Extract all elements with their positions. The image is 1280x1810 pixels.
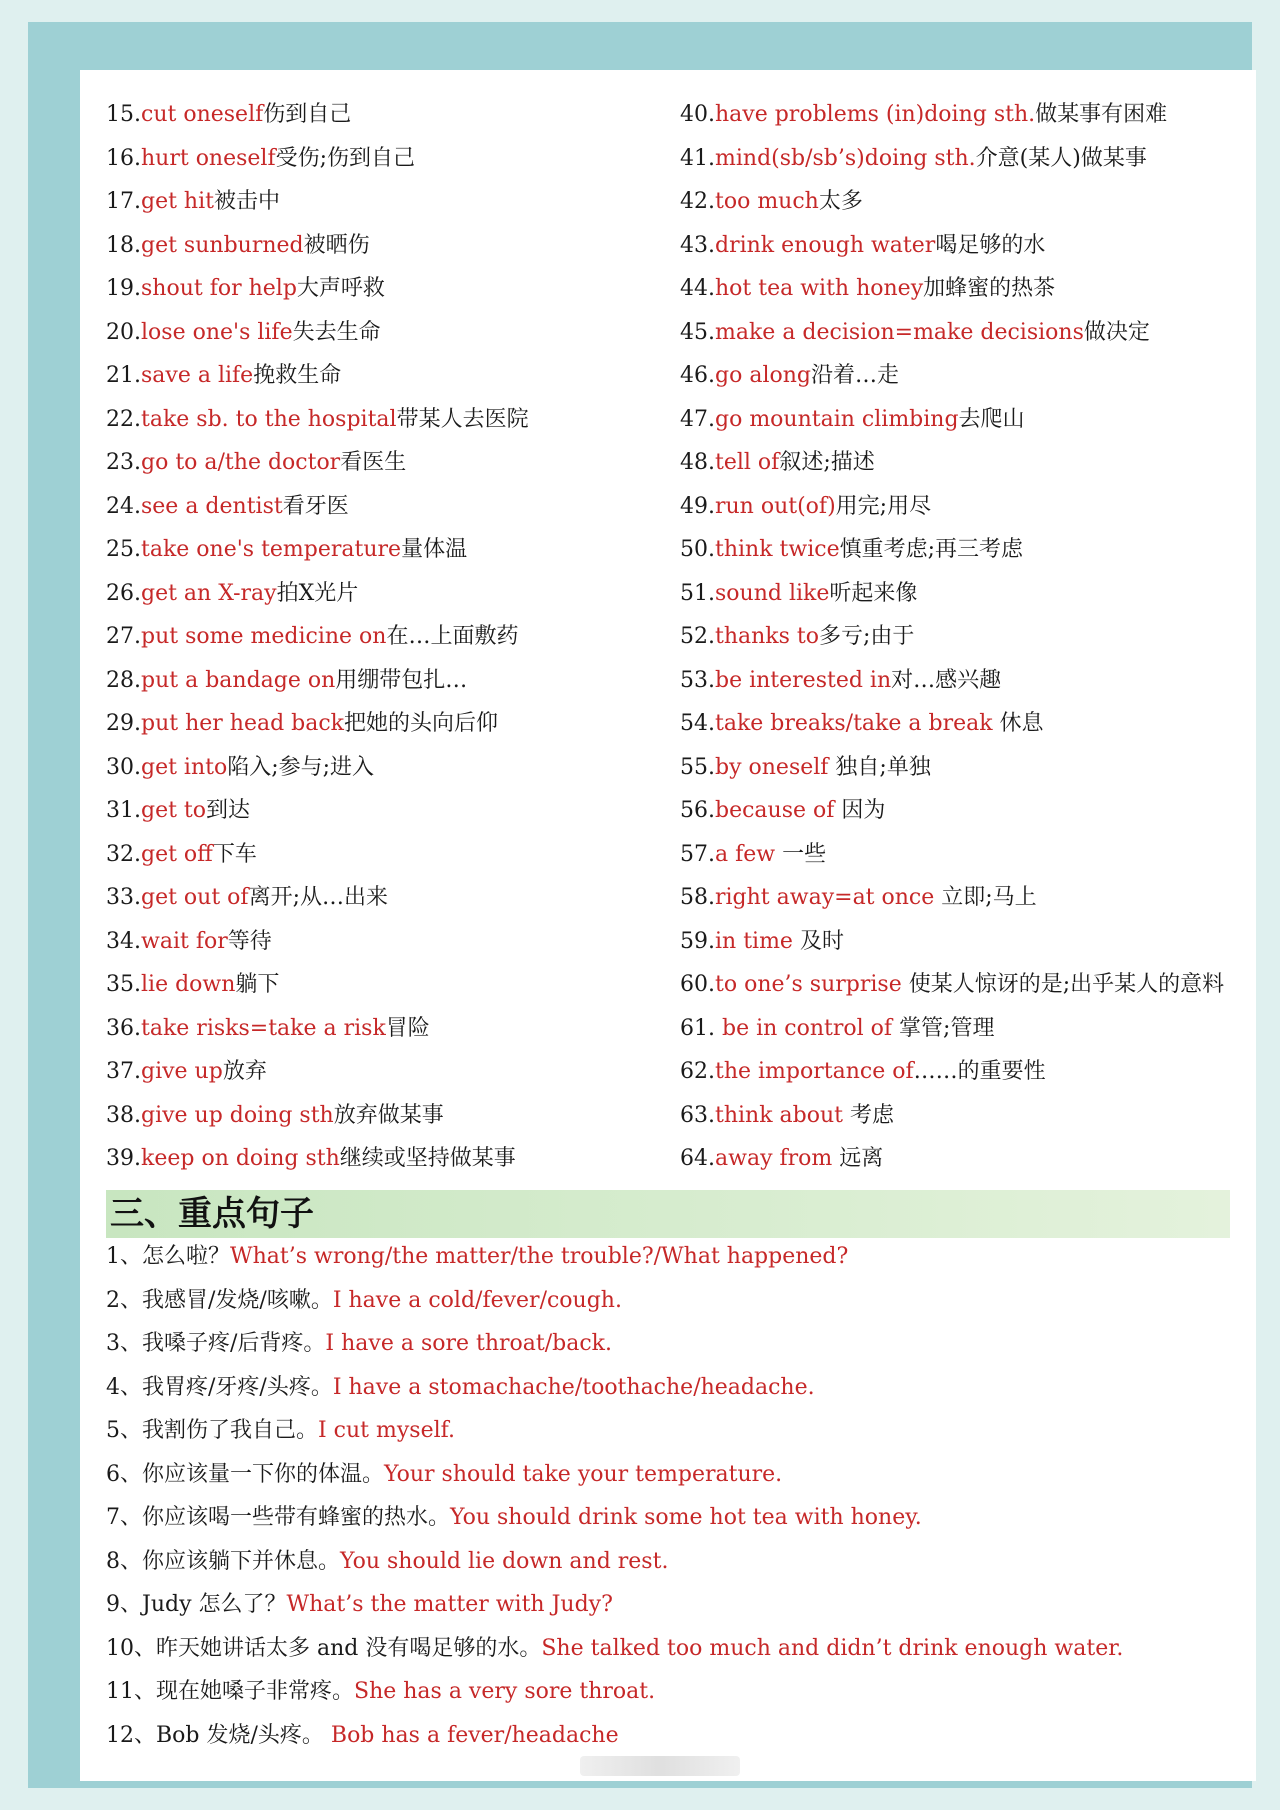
sentence-chinese: 5、我割伤了我自己。 xyxy=(106,1418,318,1443)
phrase-number: 58. xyxy=(680,885,715,910)
phrase-item xyxy=(106,709,498,739)
phrase-item xyxy=(106,448,406,478)
phrase-number: 15. xyxy=(106,102,141,127)
phrase-number: 56. xyxy=(680,798,715,823)
phrase-number: 55. xyxy=(680,754,715,780)
phrase-number: 59. xyxy=(680,928,715,954)
phrase-english: tell of xyxy=(715,450,780,475)
phrase-item xyxy=(106,753,374,783)
phrase-chinese: 考虑 xyxy=(843,1102,894,1128)
phrase-chinese: 远离 xyxy=(832,1146,884,1171)
phrase-english: get off xyxy=(141,841,213,867)
phrase-chinese: ……的重要性 xyxy=(913,1059,1046,1084)
phrase-english: get hit xyxy=(141,189,214,214)
sentence-english: I have a sore throat/back. xyxy=(325,1331,612,1356)
phrase-item xyxy=(680,535,1023,565)
sentence-item xyxy=(106,1503,922,1533)
sentence-english: I have a stomachache/toothache/headache. xyxy=(332,1374,815,1400)
phrase-number: 51. xyxy=(680,580,715,606)
phrase-english: give up xyxy=(141,1059,223,1084)
phrase-english: sound like xyxy=(715,580,830,606)
phrase-english: put some medicine on xyxy=(141,624,387,649)
phrase-english: think about xyxy=(715,1102,843,1128)
phrase-chinese: 看牙医 xyxy=(282,493,349,519)
phrase-number: 24. xyxy=(106,493,141,519)
phrase-chinese: 受伤;伤到自己 xyxy=(275,145,416,171)
phrase-item xyxy=(106,622,518,652)
phrase-english: a few xyxy=(715,841,776,867)
phrase-number: 49. xyxy=(680,493,715,519)
phrase-english: take one's temperature xyxy=(141,537,402,562)
section-title: 三、重点句子 xyxy=(110,1194,314,1234)
phrase-number: 22. xyxy=(106,406,141,432)
sentence-item xyxy=(106,1677,655,1707)
phrase-number: 21. xyxy=(106,363,141,388)
sentence-english: I cut myself. xyxy=(318,1418,455,1443)
phrase-item xyxy=(680,753,931,783)
phrase-chinese: 听起来像 xyxy=(829,580,918,606)
sentence-english: What’s the matter with Judy? xyxy=(286,1592,613,1617)
phrase-chinese: 被击中 xyxy=(213,189,280,214)
phrase-item xyxy=(680,492,931,522)
phrase-chinese: 把她的头向后仰 xyxy=(344,711,499,736)
phrase-item xyxy=(680,970,1224,1000)
phrase-number: 54. xyxy=(680,711,715,736)
phrase-number: 57. xyxy=(680,841,715,867)
phrase-number: 37. xyxy=(106,1059,141,1084)
section-header xyxy=(106,1190,1230,1238)
phrase-chinese: 使某人惊讶的是;出乎某人的意料 xyxy=(901,972,1225,997)
phrase-chinese: 沿着…走 xyxy=(810,363,899,388)
phrase-chinese: 到达 xyxy=(206,798,251,823)
phrase-english: go to a/the doctor xyxy=(141,450,341,475)
phrase-item xyxy=(680,579,917,609)
document-page xyxy=(80,70,1256,1781)
phrase-number: 41. xyxy=(680,145,715,171)
phrase-item xyxy=(680,1144,883,1174)
phrase-item xyxy=(680,187,863,217)
phrase-number: 45. xyxy=(680,319,715,345)
phrase-item xyxy=(106,883,388,913)
phrase-chinese: 对…感兴趣 xyxy=(891,667,1002,693)
phrase-item xyxy=(680,231,1045,261)
phrase-english: thanks to xyxy=(715,624,819,649)
phrase-english: lie down xyxy=(141,972,236,997)
phrase-number: 19. xyxy=(106,276,141,301)
phrase-english: the importance of xyxy=(715,1059,914,1084)
sentence-english: What’s wrong/the matter/the trouble?/What happened? xyxy=(230,1244,849,1269)
phrase-number: 33. xyxy=(106,885,141,910)
phrase-english: put a bandage on xyxy=(141,667,336,693)
sentence-chinese: 9、Judy 怎么了？ xyxy=(106,1592,287,1617)
sentence-chinese: 8、你应该躺下并休息。 xyxy=(106,1548,340,1574)
phrase-item xyxy=(106,1057,267,1087)
phrase-chinese: 及时 xyxy=(792,928,844,954)
phrase-english: lose one's life xyxy=(141,319,293,345)
phrase-chinese: 放弃做某事 xyxy=(333,1102,444,1128)
sentence-chinese: 2、我感冒/发烧/咳嗽。 xyxy=(106,1287,333,1313)
phrase-chinese: 多亏;由于 xyxy=(819,624,915,649)
sentence-item xyxy=(106,1721,619,1751)
phrase-item xyxy=(106,796,250,826)
phrase-chinese: 看医生 xyxy=(340,450,407,475)
sentence-english: You should lie down and rest. xyxy=(340,1548,669,1574)
phrase-item xyxy=(680,666,1001,696)
phrase-english: go along xyxy=(715,363,811,388)
phrase-number: 36. xyxy=(106,1015,141,1041)
phrase-chinese: 独自;单独 xyxy=(828,754,931,780)
phrase-chinese: 去爬山 xyxy=(958,406,1025,432)
phrase-chinese: 挽救生命 xyxy=(253,363,342,388)
phrase-english: cut oneself xyxy=(141,102,264,127)
phrase-english: make a decision=make decisions xyxy=(715,319,1084,345)
phrase-english: have problems (in)doing sth. xyxy=(715,102,1036,127)
sentence-item xyxy=(106,1329,612,1359)
phrase-english: save a life xyxy=(141,363,254,388)
phrase-chinese: 慎重考虑;再三考虑 xyxy=(839,537,1024,562)
sentence-english: Your should take your temperature. xyxy=(384,1461,783,1487)
phrase-item xyxy=(680,927,844,957)
phrase-english: be in control of xyxy=(715,1015,893,1041)
phrase-chinese: 等待 xyxy=(227,928,272,954)
phrase-english: hot tea with honey xyxy=(715,276,924,301)
phrase-item xyxy=(106,187,280,217)
sentence-item xyxy=(106,1634,1123,1664)
phrase-chinese: 介意(某人)做某事 xyxy=(975,145,1147,171)
phrase-english: wait for xyxy=(141,928,228,954)
phrase-number: 38. xyxy=(106,1102,141,1128)
phrase-item xyxy=(106,840,257,870)
phrase-number: 42. xyxy=(680,189,715,214)
phrase-number: 18. xyxy=(106,232,141,258)
sentence-chinese: 11、现在她嗓子非常疼。 xyxy=(106,1679,354,1704)
phrase-item xyxy=(680,709,1044,739)
phrase-number: 50. xyxy=(680,537,715,562)
phrase-number: 28. xyxy=(106,667,141,693)
phrase-chinese: 休息 xyxy=(992,711,1044,736)
phrase-chinese: 叙述;描述 xyxy=(779,450,875,475)
phrase-chinese: 在…上面敷药 xyxy=(386,624,519,649)
phrase-number: 61. xyxy=(680,1015,715,1041)
phrase-number: 60. xyxy=(680,972,715,997)
phrase-item xyxy=(680,1101,894,1131)
phrase-english: see a dentist xyxy=(141,493,283,519)
phrase-item xyxy=(106,492,349,522)
sentence-item xyxy=(106,1416,455,1446)
phrase-english: put her head back xyxy=(141,711,345,736)
phrase-english: take breaks/take a break xyxy=(715,711,993,736)
phrase-chinese: 量体温 xyxy=(401,537,468,562)
phrase-item xyxy=(680,883,1037,913)
phrase-english: get into xyxy=(141,754,228,780)
phrase-item xyxy=(106,1014,430,1044)
phrase-english: take sb. to the hospital xyxy=(141,406,397,432)
phrase-english: go mountain climbing xyxy=(715,406,959,432)
phrase-number: 48. xyxy=(680,450,715,475)
phrase-item xyxy=(106,318,381,348)
phrase-chinese: 因为 xyxy=(834,798,886,823)
phrase-chinese: 下车 xyxy=(212,841,257,867)
phrase-number: 20. xyxy=(106,319,141,345)
sentence-item xyxy=(106,1242,848,1272)
phrase-item xyxy=(106,666,467,696)
sentence-chinese: 1、怎么啦？ xyxy=(106,1244,230,1269)
phrase-number: 25. xyxy=(106,537,141,562)
phrase-number: 39. xyxy=(106,1146,141,1171)
phrase-item xyxy=(680,448,875,478)
phrase-item xyxy=(680,318,1150,348)
phrase-english: get sunburned xyxy=(141,232,304,258)
phrase-number: 40. xyxy=(680,102,715,127)
phrase-chinese: 掌管;管理 xyxy=(892,1015,995,1041)
phrase-item xyxy=(680,361,899,391)
phrase-item xyxy=(106,970,279,1000)
phrase-english: give up doing sth xyxy=(141,1102,334,1128)
phrase-item xyxy=(106,100,351,130)
phrase-english: get to xyxy=(141,798,207,823)
phrase-number: 47. xyxy=(680,406,715,432)
page-frame xyxy=(28,22,1252,1788)
phrase-item xyxy=(680,796,885,826)
phrase-chinese: 冒险 xyxy=(385,1015,430,1041)
sentence-english: I have a cold/fever/cough. xyxy=(332,1287,622,1313)
phrase-chinese: 伤到自己 xyxy=(263,102,352,127)
phrase-number: 17. xyxy=(106,189,141,214)
phrase-number: 30. xyxy=(106,754,141,780)
phrase-item xyxy=(680,1014,994,1044)
phrase-number: 46. xyxy=(680,363,715,388)
phrase-number: 62. xyxy=(680,1059,715,1084)
sentence-english: You should drink some hot tea with honey. xyxy=(450,1505,922,1530)
phrase-chinese: 做某事有困难 xyxy=(1035,102,1168,127)
phrase-number: 32. xyxy=(106,841,141,867)
phrase-chinese: 大声呼救 xyxy=(296,276,385,301)
phrase-chinese: 立即;马上 xyxy=(934,885,1037,910)
sentence-chinese: 4、我胃疼/牙疼/头疼。 xyxy=(106,1374,333,1400)
phrase-item xyxy=(106,405,529,435)
phrase-item xyxy=(106,361,341,391)
phrase-english: get an X-ray xyxy=(141,580,277,606)
phrase-number: 29. xyxy=(106,711,141,736)
phrase-item xyxy=(106,1101,444,1131)
phrase-number: 53. xyxy=(680,667,715,693)
phrase-english: take risks=take a risk xyxy=(141,1015,386,1041)
phrase-item xyxy=(106,579,358,609)
phrase-number: 31. xyxy=(106,798,141,823)
phrase-number: 23. xyxy=(106,450,141,475)
sentence-english: She talked too much and didn’t drink enough water. xyxy=(541,1635,1124,1661)
phrase-chinese: 放弃 xyxy=(222,1059,267,1084)
phrase-number: 43. xyxy=(680,232,715,258)
phrase-item xyxy=(680,840,826,870)
phrase-item xyxy=(106,927,272,957)
phrase-english: too much xyxy=(715,189,819,214)
phrase-chinese: 躺下 xyxy=(235,972,280,997)
phrase-number: 16. xyxy=(106,145,141,171)
sentence-item xyxy=(106,1547,668,1577)
phrase-chinese: 失去生命 xyxy=(292,319,381,345)
phrase-chinese: 用绷带包扎… xyxy=(335,667,468,693)
sentence-chinese: 10、昨天她讲话太多 and 没有喝足够的水。 xyxy=(106,1635,542,1661)
phrase-chinese: 一些 xyxy=(775,841,827,867)
phrase-number: 44. xyxy=(680,276,715,301)
phrase-item xyxy=(680,274,1055,304)
phrase-chinese: 做决定 xyxy=(1083,319,1150,345)
phrase-english: run out(of) xyxy=(715,493,836,519)
sentence-item xyxy=(106,1286,622,1316)
phrase-item xyxy=(106,1144,516,1174)
phrase-item xyxy=(680,622,914,652)
sentence-chinese: 3、我嗓子疼/后背疼。 xyxy=(106,1331,326,1356)
phrase-item xyxy=(680,144,1147,174)
phrase-chinese: 用完;用尽 xyxy=(835,493,932,519)
sentence-english: Bob has a fever/headache xyxy=(323,1722,619,1748)
phrase-english: right away=at once xyxy=(715,885,935,910)
sentence-item xyxy=(106,1590,613,1620)
phrase-chinese: 加蜂蜜的热茶 xyxy=(923,276,1056,301)
phrase-english: get out of xyxy=(141,885,249,910)
phrase-number: 27. xyxy=(106,624,141,649)
phrase-english: think twice xyxy=(715,537,840,562)
phrase-number: 26. xyxy=(106,580,141,606)
phrase-english: away from xyxy=(715,1146,833,1171)
phrase-english: because of xyxy=(715,798,835,823)
phrase-number: 35. xyxy=(106,972,141,997)
phrase-english: by oneself xyxy=(715,754,829,780)
phrase-english: shout for help xyxy=(141,276,297,301)
phrase-chinese: 太多 xyxy=(818,189,863,214)
sentence-chinese: 6、你应该量一下你的体温。 xyxy=(106,1461,384,1487)
phrase-english: in time xyxy=(715,928,793,954)
phrase-english: hurt oneself xyxy=(141,145,276,171)
phrase-item xyxy=(106,144,415,174)
phrase-chinese: 离开;从…出来 xyxy=(248,885,388,910)
phrase-item xyxy=(680,100,1167,130)
phrase-number: 52. xyxy=(680,624,715,649)
phrase-item xyxy=(680,405,1025,435)
sentence-chinese: 7、你应该喝一些带有蜂蜜的热水。 xyxy=(106,1505,450,1530)
sentence-item xyxy=(106,1373,815,1403)
phrase-item xyxy=(106,535,467,565)
phrase-english: to one’s surprise xyxy=(715,972,902,997)
phrase-item xyxy=(680,1057,1046,1087)
phrase-chinese: 继续或坚持做某事 xyxy=(339,1146,516,1171)
phrase-chinese: 陷入;参与;进入 xyxy=(227,754,375,780)
sentence-chinese: 12、Bob 发烧/头疼。 xyxy=(106,1722,324,1748)
phrase-english: mind(sb/sb’s)doing sth. xyxy=(715,145,976,171)
phrase-item xyxy=(106,231,370,261)
phrase-chinese: 带某人去医院 xyxy=(396,406,529,432)
phrase-item xyxy=(106,274,385,304)
phrase-english: be interested in xyxy=(715,667,892,693)
sentence-item xyxy=(106,1460,782,1490)
page-number-blurred xyxy=(580,1756,740,1776)
phrase-chinese: 被晒伤 xyxy=(303,232,370,258)
phrase-english: drink enough water xyxy=(715,232,936,258)
phrase-chinese: 拍X光片 xyxy=(276,580,359,606)
phrase-number: 34. xyxy=(106,928,141,954)
phrase-chinese: 喝足够的水 xyxy=(935,232,1046,258)
phrase-number: 64. xyxy=(680,1146,715,1171)
phrase-english: keep on doing sth xyxy=(141,1146,340,1171)
sentence-english: She has a very sore throat. xyxy=(354,1679,656,1704)
phrase-number: 63. xyxy=(680,1102,715,1128)
